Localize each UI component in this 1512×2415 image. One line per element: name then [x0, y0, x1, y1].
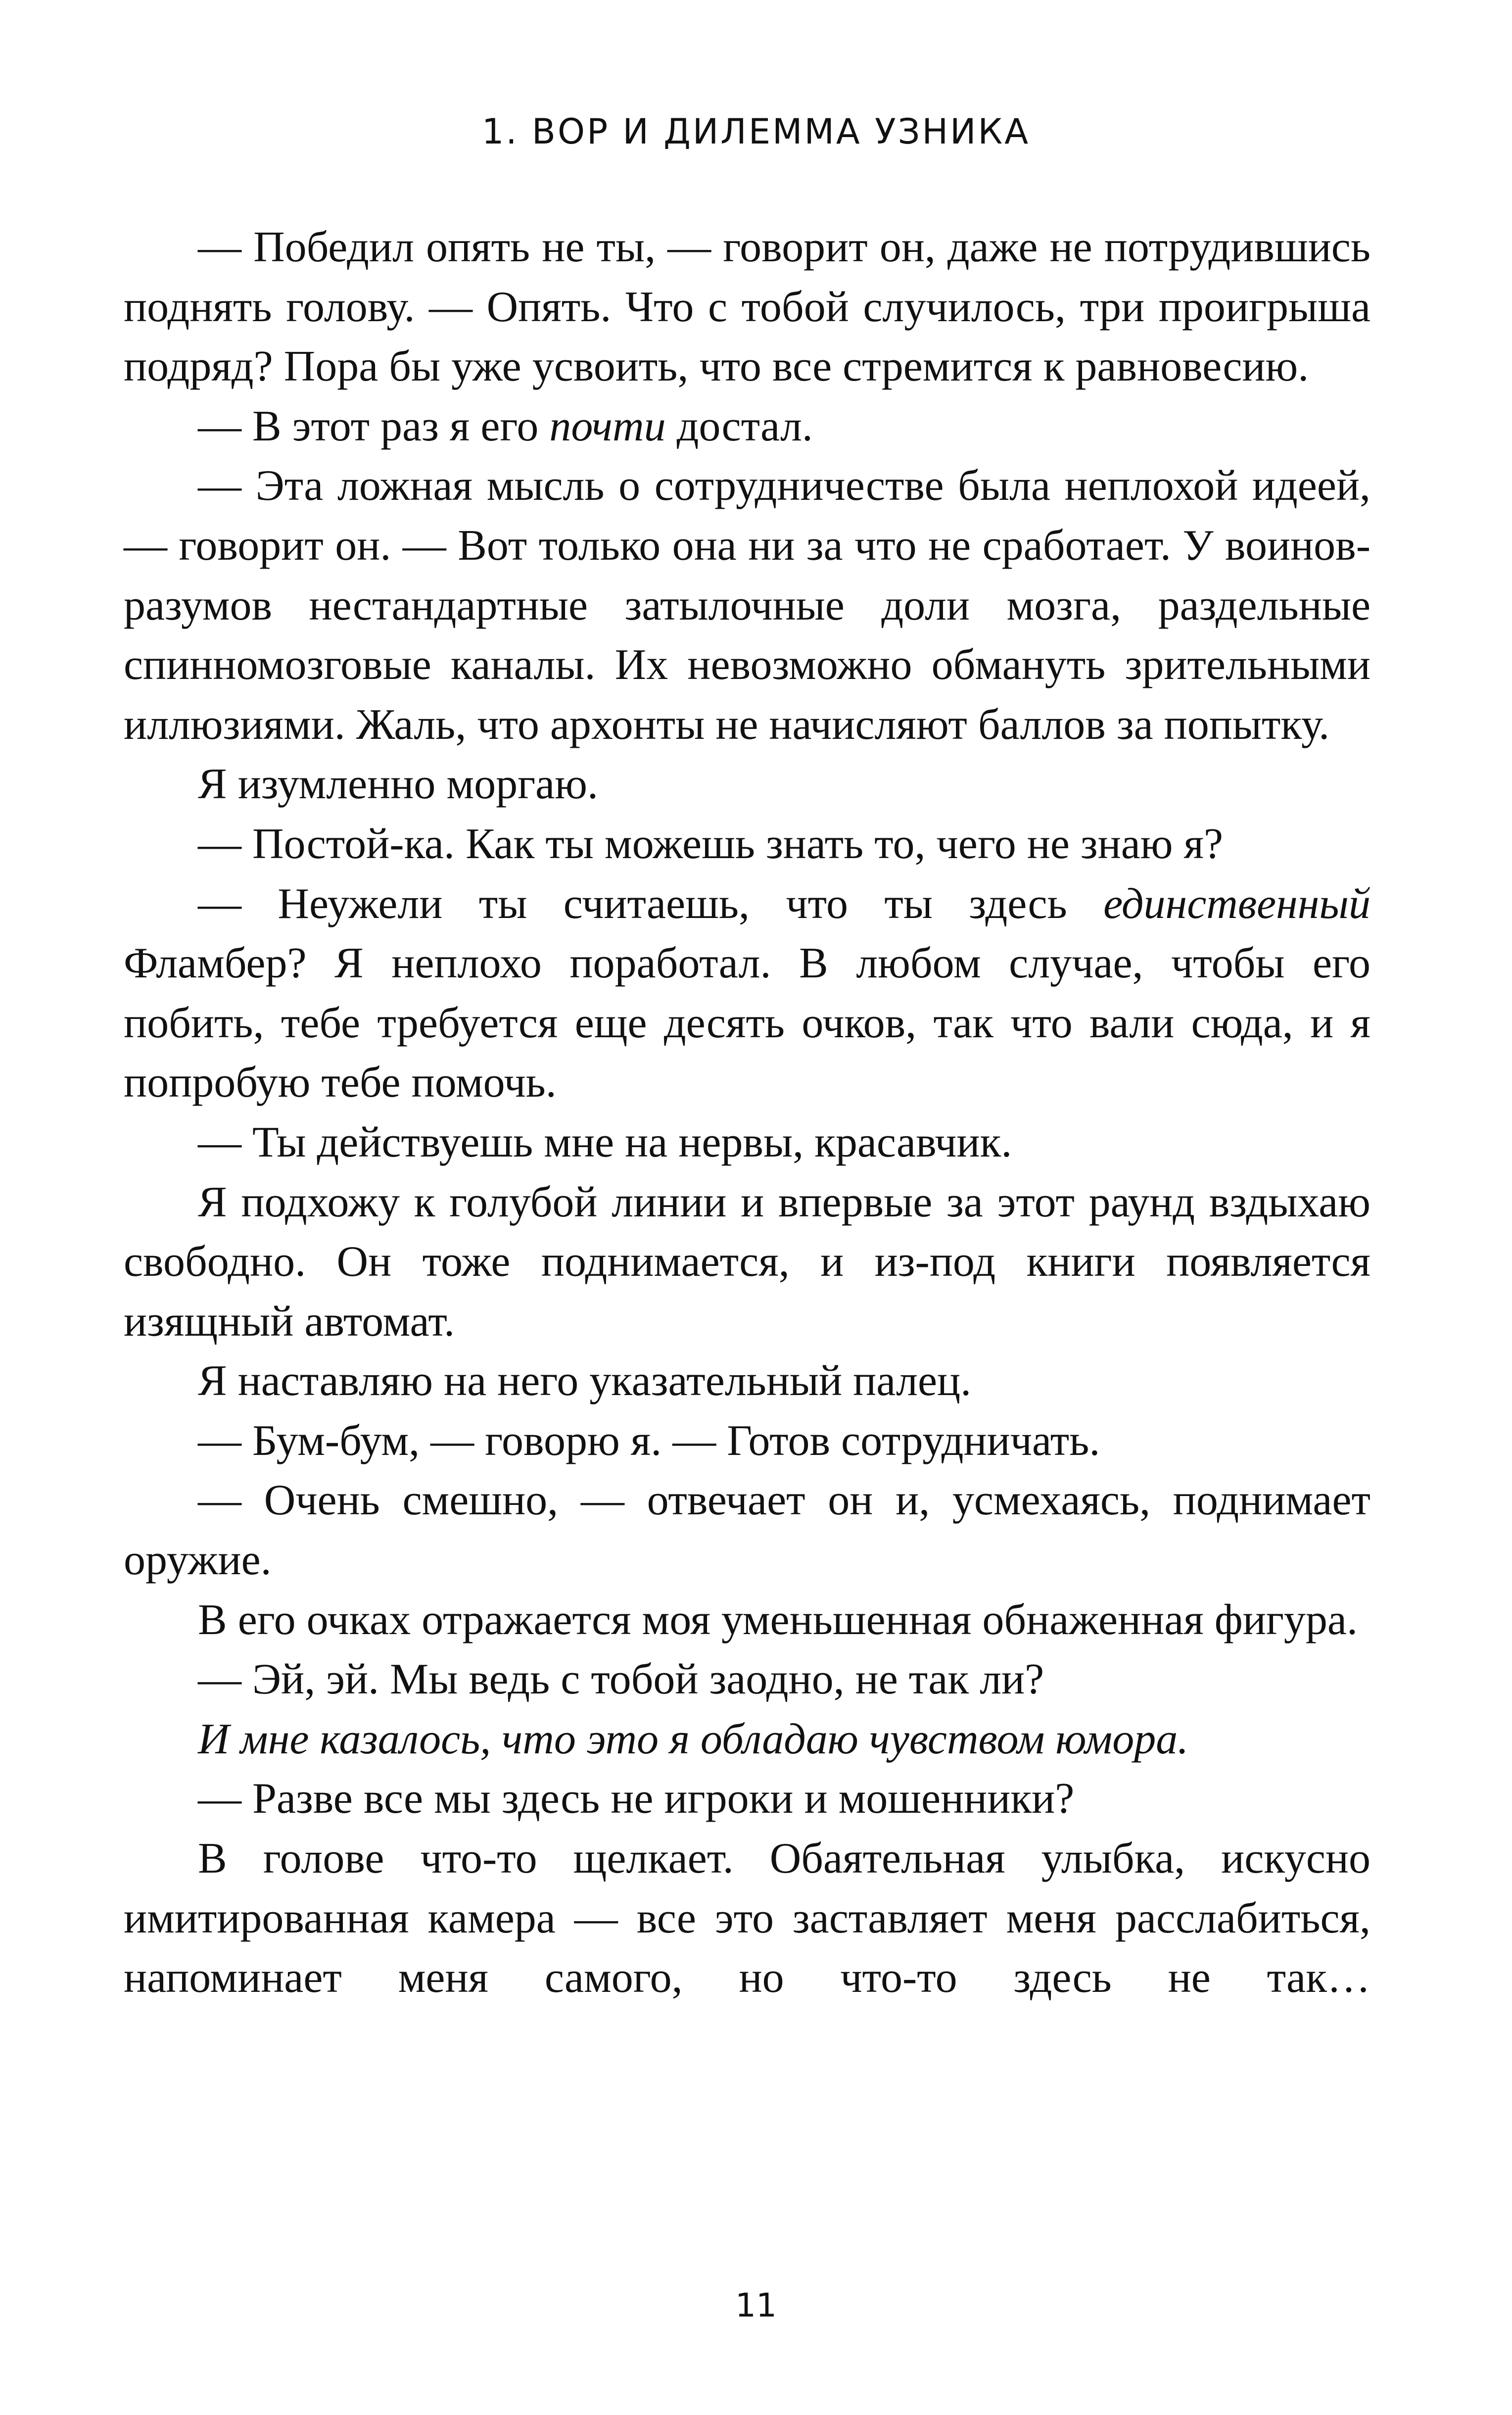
text-run: — Ты действуешь мне на нервы, красавчик.	[198, 1118, 1012, 1166]
paragraph	[124, 1352, 1370, 1411]
paragraph	[124, 218, 1370, 397]
text-run: — Постой-ка. Как ты можешь знать то, чего не знаю я?	[198, 820, 1224, 868]
paragraph	[124, 1829, 1370, 2008]
text-run: — Очень смешно, — отвечает он и, усмехаясь, поднимает оружие.	[124, 1476, 1370, 1585]
italic-run: И мне казалось, что это я обладаю чувством юмора.	[198, 1715, 1189, 1763]
text-run: — Бум-бум, — говорю я. — Готов сотрудничать.	[198, 1416, 1100, 1465]
page-number: 11	[735, 2286, 777, 2324]
paragraph	[124, 1173, 1370, 1352]
text-run: В голове что-то щелкает. Обаятельная улыбка, искусно имитированная камера — все это заставляет меня расслабиться, напоминает меня самого, но что-то здесь не так…	[124, 1835, 1370, 2002]
paragraph	[124, 1650, 1370, 1710]
italic-run: почти	[549, 402, 666, 450]
paragraph	[124, 815, 1370, 874]
italic-run: единственный	[1103, 879, 1370, 928]
text-run: — Победил опять не ты, — говорит он, даже не потрудившись поднять голову. — Опять. Что с тобой случилось, три проигрыша подряд? Пора бы уже усвоить, что все стремится к равновесию.	[124, 223, 1370, 391]
text-run: Фламбер? Я неплохо поработал. В любом случае, чтобы его побить, тебе требуется еще десять очков, так что вали сюда, и я попробую тебе помочь.	[124, 939, 1370, 1107]
text-run: Я подхожу к голубой линии и впервые за этот раунд вздыхаю свободно. Он тоже поднимается, и из-под книги появляется изящный автомат.	[124, 1178, 1370, 1346]
paragraph	[124, 397, 1370, 457]
text-run: — Неужели ты считаешь, что ты здесь	[198, 879, 1104, 928]
text-run: В его очках отражается моя уменьшенная обнаженная фигура.	[198, 1595, 1358, 1644]
paragraph	[124, 456, 1370, 755]
text-run: — Эй, эй. Мы ведь с тобой заодно, не так ли?	[198, 1655, 1044, 1704]
body-text	[124, 218, 1370, 2008]
paragraph	[124, 874, 1370, 1113]
text-run: — Разве все мы здесь не игроки и мошенники?	[198, 1775, 1075, 1823]
paragraph	[124, 1411, 1370, 1471]
text-run: — В этот раз я его	[198, 402, 550, 450]
paragraph	[124, 1591, 1370, 1650]
paragraph	[124, 1710, 1370, 1770]
text-run: достал.	[665, 402, 813, 450]
text-run: — Эта ложная мысль о сотрудничестве была неплохой идеей, — говорит он. — Вот только она ни за что не сработает. У воинов-разумов нестандартные затылочные доли мозга, раздельные спинномозговые каналы. Их невозможно обмануть зрительными иллюзиями. Жаль, что архонты не начисляют баллов за попытку.	[124, 462, 1370, 749]
text-run: Я изумленно моргаю.	[198, 760, 598, 809]
text-run: Я наставляю на него указательный палец.	[198, 1357, 972, 1405]
paragraph	[124, 1769, 1370, 1829]
paragraph	[124, 1471, 1370, 1590]
paragraph	[124, 755, 1370, 815]
paragraph	[124, 1113, 1370, 1173]
running-head: 1. ВОР И ДИЛЕММА УЗНИКА	[481, 111, 1031, 152]
